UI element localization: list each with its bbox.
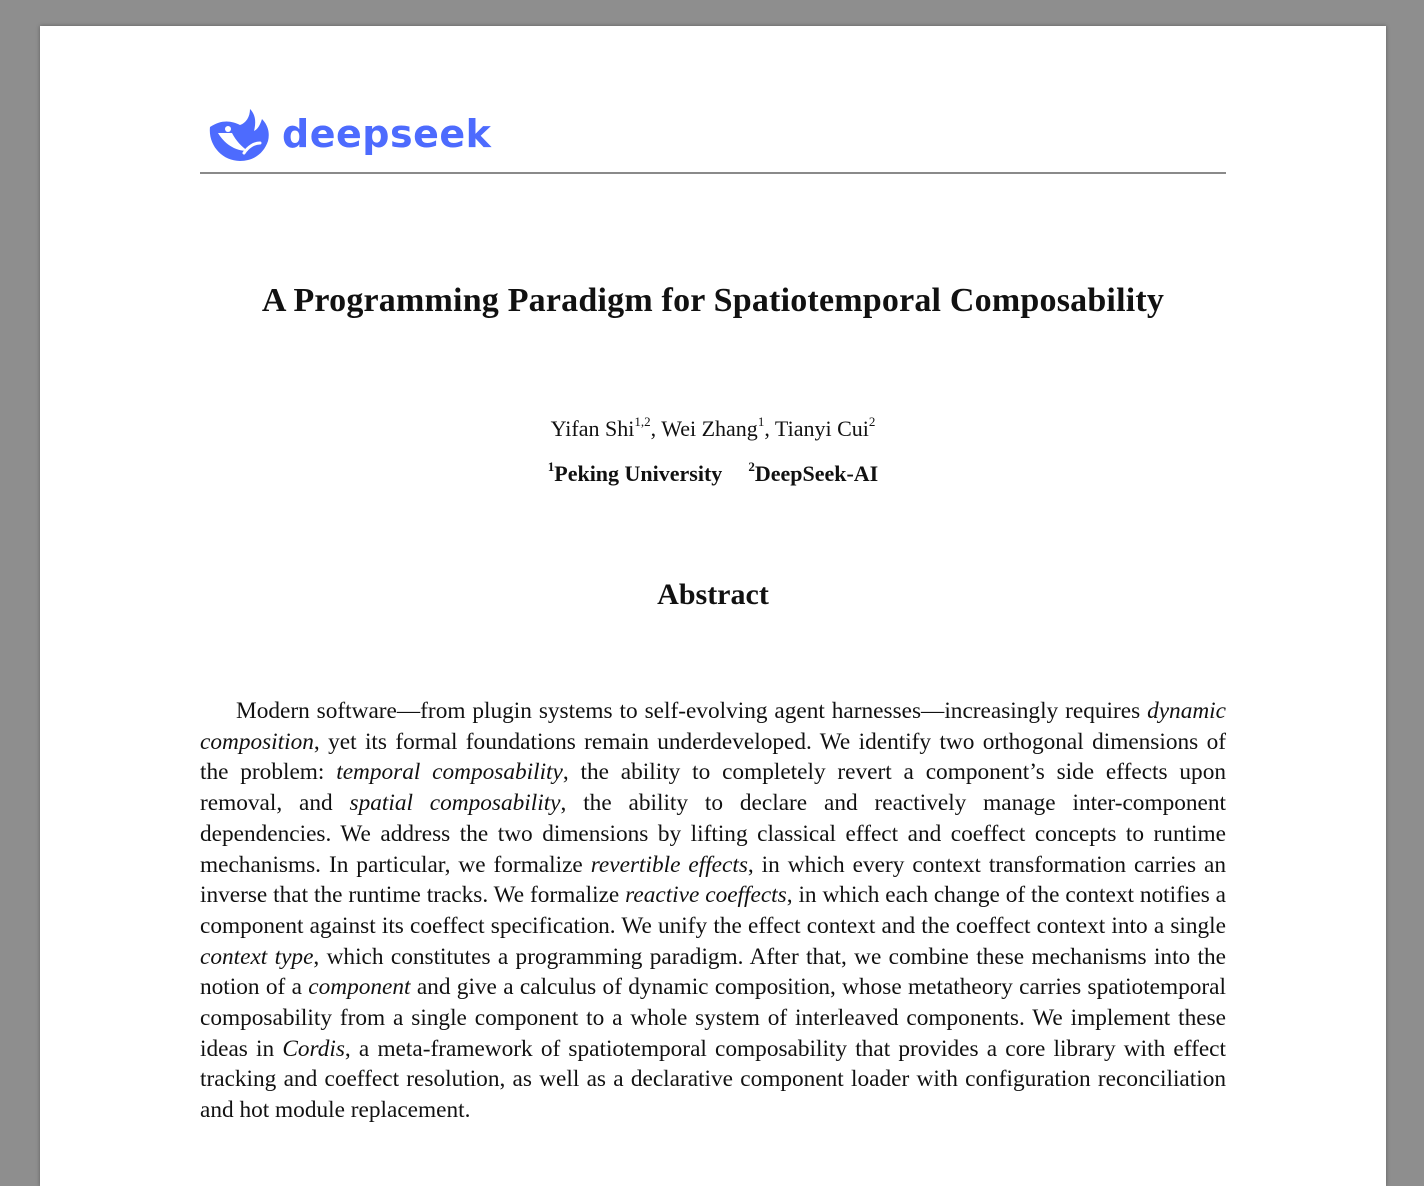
abstract-emphasis: context type bbox=[200, 943, 314, 970]
abstract-emphasis: spatial composability bbox=[349, 790, 561, 817]
abstract-text: , the ability to declare and reactively manage inter-component dependencies. We address the two dimensions by lifting classical effect and coeffect concepts to runtime mechanisms. In particular, we formalize bbox=[200, 790, 1226, 878]
affiliation-name: Peking University bbox=[554, 461, 723, 486]
abstract-text: , a meta-framework of spatiotemporal composability that provides a core library with effect tracking and coeffect resolution, as well as a declarative component loader with configuration reconciliation and hot module replacement. bbox=[200, 1035, 1226, 1124]
author-affiliation-mark: 2 bbox=[868, 414, 876, 429]
abstract-text: and give a calculus of dynamic composition, whose metatheory carries spatiotemporal composability from a single component to a whole system of interleaved components. We implement these ideas in bbox=[200, 974, 1226, 1062]
author-affiliation-mark: 1,2 bbox=[634, 414, 651, 429]
author-name: Wei Zhang bbox=[661, 416, 758, 441]
abstract-emphasis: dynamic composition bbox=[200, 698, 1226, 755]
author-affiliation-mark: 1 bbox=[757, 414, 765, 429]
author-name: Tianyi Cui bbox=[774, 416, 869, 441]
affiliation-name: DeepSeek-AI bbox=[754, 461, 879, 486]
abstract-emphasis: revertible effects bbox=[590, 851, 748, 878]
abstract-emphasis: temporal composability bbox=[336, 759, 563, 786]
whale-logo-icon bbox=[204, 107, 272, 165]
abstract-heading: Abstract bbox=[657, 578, 769, 611]
abstract-text: Modern software—from plugin systems to self-evolving agent harnesses—increasingly requires bbox=[236, 698, 1148, 724]
abstract-text: , the ability to completely revert a component’s side effects upon removal, and bbox=[200, 759, 1226, 817]
pdf-page bbox=[40, 26, 1386, 1186]
abstract-body bbox=[200, 696, 1226, 1126]
author-name: Yifan Shi bbox=[550, 416, 635, 441]
abstract-emphasis: Cordis bbox=[282, 1035, 345, 1062]
abstract-text: , yet its formal foundations remain underdeveloped. We identify two orthogonal dimensions of the problem: bbox=[200, 728, 1226, 786]
abstract-text: , which constitutes a programming paradigm. After that, we combine these mechanisms into the notion of a bbox=[200, 943, 1227, 1001]
deepseek-logo bbox=[204, 104, 491, 168]
paper-title: A Programming Paradigm for Spatiotemporal Composability bbox=[261, 282, 1165, 319]
abstract-text: , in which each change of the context notifies a component against its coeffect specification. We unify the effect context and the coeffect context into a single bbox=[200, 882, 1226, 939]
abstract-emphasis: component bbox=[308, 974, 411, 1001]
author-list: Yifan Shi$^{1,2}$, Wei Zhang$^1$, Tianyi Cui$^2$ bbox=[550, 414, 876, 441]
affiliation-list bbox=[40, 461, 1386, 487]
abstract-text: , in which every context transformation carries an inverse that the runtime tracks. We formalize bbox=[200, 851, 1226, 909]
affiliation-mark: 1 bbox=[547, 459, 555, 474]
logo-wordmark: deepseek bbox=[282, 112, 492, 156]
abstract-emphasis: reactive coeffects bbox=[625, 882, 787, 909]
page-header bbox=[200, 102, 1226, 174]
affiliation-mark: 2 bbox=[748, 459, 755, 474]
